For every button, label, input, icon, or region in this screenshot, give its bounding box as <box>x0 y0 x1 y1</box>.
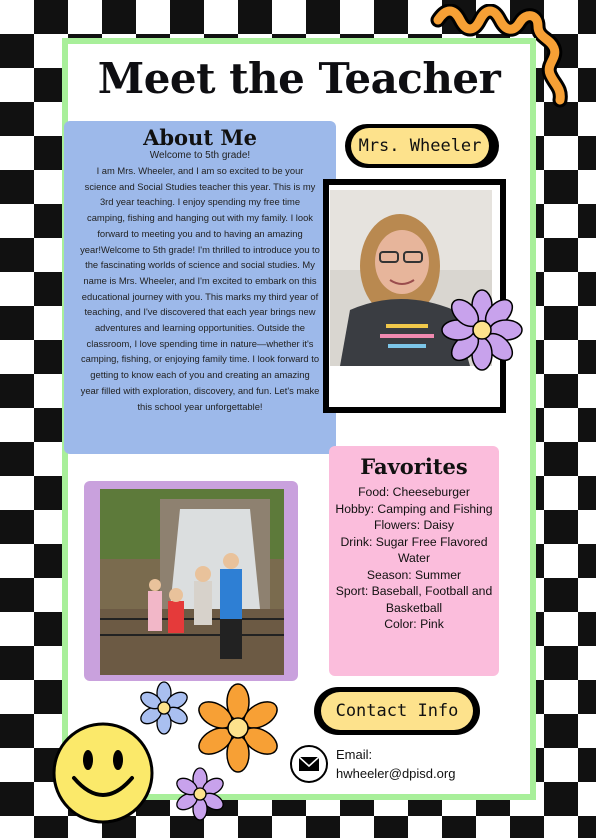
favorite-item: Color: Pink <box>384 617 444 631</box>
favorite-item: Flowers: Daisy <box>374 518 454 532</box>
daisy-flower-icon <box>192 682 284 774</box>
contact-info-label: Contact Info <box>321 692 473 730</box>
page-title: Meet the Teacher <box>97 54 501 103</box>
name-badge-label: Mrs. Wheeler <box>351 128 489 164</box>
name-badge <box>345 124 499 168</box>
favorite-item: Sport: Baseball, Football and Basketball <box>335 584 493 615</box>
favorites-panel <box>329 446 499 676</box>
about-heading: About Me <box>143 125 257 150</box>
favorites-list <box>335 484 493 633</box>
daisy-flower-icon <box>440 288 524 372</box>
favorite-item: Food: Cheeseburger <box>358 485 470 499</box>
favorite-item: Hobby: Camping and Fishing <box>335 501 493 516</box>
family-photo <box>100 489 284 675</box>
contact-info-badge <box>314 687 480 735</box>
favorite-item: Season: Summer <box>366 567 462 582</box>
favorites-heading: Favorites <box>360 454 468 479</box>
mail-icon <box>290 745 328 783</box>
email-address-link[interactable]: hwheeler@dpisd.org <box>336 766 456 781</box>
email-label: Email: <box>336 747 373 762</box>
about-body: I am Mrs. Wheeler, and I am so excited to be your science and Social Studies teacher this year. This is my 3rd year teaching. I enjoy spending my free time camping, fishing and hanging out with my family. I look forward to meeting you and to having an amazing year!Welcome to 5th grade! I'm thrilled to introduce you to the fascinating worlds of science and social studies. My name is Mrs. Wheeler, and I'm excited to embark on this educational journey with you. This marks my third year of teaching, and I've discovered that each year brings new adventures and learning opportunities. Outside the classroom, I love spending time in nature—whether it's camping, fishing, or enjoying family time. I look forward to getting to know each of you and creating an amazing year filled with exploration, discovery, and fun. Let's make this school year unforgettable! <box>80 165 320 412</box>
daisy-flower-icon <box>172 766 228 822</box>
about-welcome: Welcome to 5th grade! <box>149 150 251 161</box>
about-me-panel <box>64 121 336 454</box>
smiley-icon <box>50 720 156 826</box>
favorite-item: Drink: Sugar Free Flavored Water <box>340 534 488 565</box>
